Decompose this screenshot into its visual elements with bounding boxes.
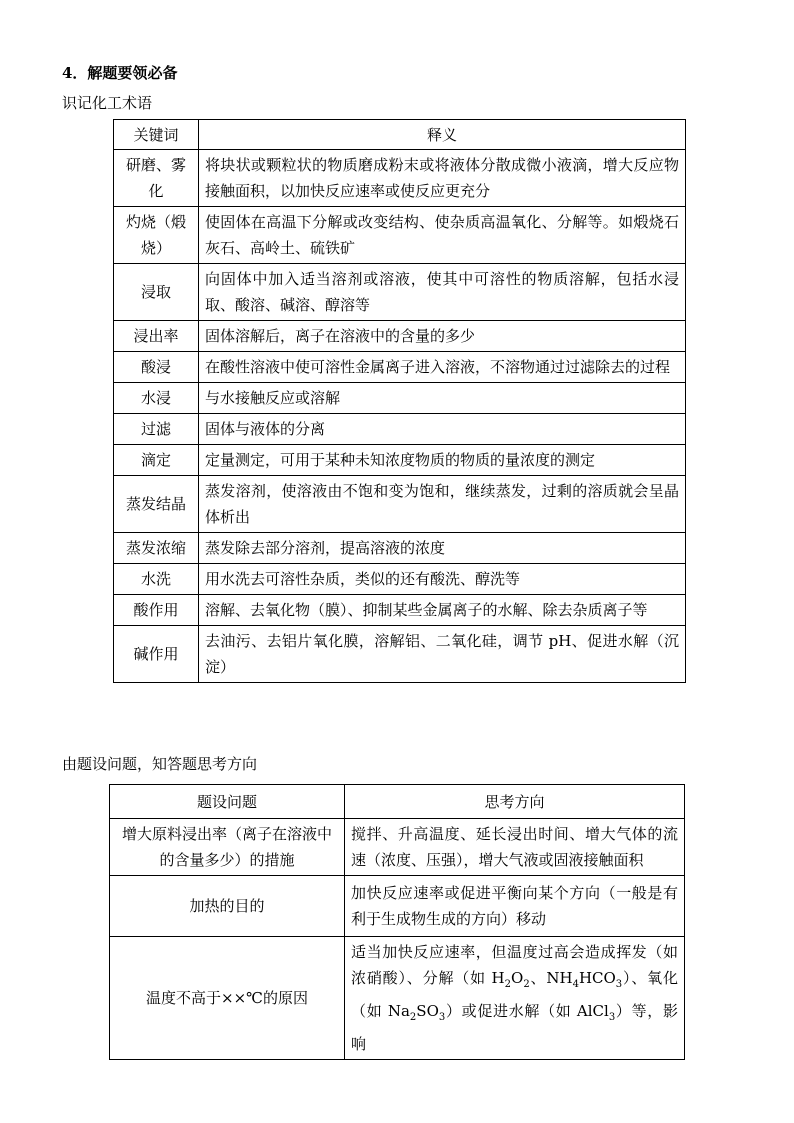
subscript: 3 bbox=[438, 1012, 446, 1023]
table-row bbox=[110, 937, 685, 1060]
answer-cell: 搅拌、升高温度、延长浸出时间、增大气体的流速（浓度、压强），增大气液或固液接触面积 bbox=[345, 819, 685, 876]
term-cell: 蒸发结晶 bbox=[114, 476, 199, 533]
answer-text: ）或促进水解（如 AlCl bbox=[445, 1002, 609, 1020]
subscript: 3 bbox=[608, 1012, 616, 1023]
definition-cell: 去油污、去铝片氧化膜，溶解铝、二氧化硅，调节 pH、促进水解（沉淀） bbox=[199, 626, 686, 683]
answer-text: 适当加快反应速率，但温度过高会造成挥发（如浓硝酸）、分解（如 H bbox=[351, 943, 678, 987]
definition-cell: 用水洗去可溶性杂质，类似的还有酸洗、醇洗等 bbox=[199, 564, 686, 595]
header-direction: 思考方向 bbox=[345, 785, 685, 819]
definition-cell: 将块状或颗粒状的物质磨成粉末或将液体分散成微小液滴，增大反应物接触面积，以加快反应速率或使反应更充分 bbox=[199, 150, 686, 207]
answer-text: O bbox=[511, 969, 524, 987]
term-text: 灼烧（煅烧） bbox=[125, 213, 186, 257]
table-row bbox=[114, 264, 686, 321]
term-cell: 蒸发浓缩 bbox=[114, 533, 199, 564]
term-cell: 水洗 bbox=[114, 564, 199, 595]
term-cell: 酸作用 bbox=[114, 595, 199, 626]
section2-title: 由题设问题，知答题思考方向 bbox=[62, 755, 258, 773]
definition-cell: 蒸发溶剂，使溶液由不饱和变为饱和，继续蒸发，过剩的溶质就会呈晶体析出 bbox=[199, 476, 686, 533]
question-cell: 加热的目的 bbox=[110, 876, 345, 937]
table-row bbox=[110, 819, 685, 876]
term-cell bbox=[114, 207, 199, 264]
table-row bbox=[114, 207, 686, 264]
term-cell: 水浸 bbox=[114, 383, 199, 414]
definition-cell: 固体与液体的分离 bbox=[199, 414, 686, 445]
definition-cell: 使固体在高温下分解或改变结构、使杂质高温氧化、分解等。如煅烧石灰石、高岭土、硫铁矿 bbox=[199, 207, 686, 264]
table-row bbox=[114, 595, 686, 626]
questions-table bbox=[109, 784, 685, 1060]
table-header-row bbox=[110, 785, 685, 819]
term-cell: 过滤 bbox=[114, 414, 199, 445]
answer-text: ）、氧化（如 Na bbox=[351, 969, 678, 1020]
answer-text: SO bbox=[416, 1002, 439, 1020]
definition-cell: 向固体中加入适当溶剂或溶液，使其中可溶性的物质溶解，包括水浸取、酸溶、碱溶、醇溶等 bbox=[199, 264, 686, 321]
header-definition: 释义 bbox=[199, 120, 686, 150]
definition-cell: 蒸发除去部分溶剂，提高溶液的浓度 bbox=[199, 533, 686, 564]
table-row bbox=[114, 533, 686, 564]
answer-text: HCO bbox=[578, 969, 616, 987]
definition-cell: 定量测定，可用于某种未知浓度物质的物质的量浓度的测定 bbox=[199, 445, 686, 476]
term-cell: 酸浸 bbox=[114, 352, 199, 383]
definition-cell: 溶解、去氧化物（膜）、抑制某些金属离子的水解、除去杂质离子等 bbox=[199, 595, 686, 626]
question-cell: 温度不高于××℃的原因 bbox=[110, 937, 345, 1060]
table-row bbox=[110, 876, 685, 937]
table-row bbox=[114, 321, 686, 352]
section1-title: 识记化工术语 bbox=[62, 94, 153, 112]
subscript: 3 bbox=[615, 979, 623, 990]
header-term: 关键词 bbox=[114, 120, 199, 150]
table-row bbox=[114, 476, 686, 533]
table-row bbox=[114, 564, 686, 595]
subscript: 2 bbox=[409, 1012, 417, 1023]
term-cell: 浸出率 bbox=[114, 321, 199, 352]
section-heading: 4．解题要领必备 bbox=[62, 64, 178, 82]
question-cell: 增大原料浸出率（离子在溶液中的含量多少）的措施 bbox=[110, 819, 345, 876]
subscript: 2 bbox=[504, 979, 511, 990]
answer-text: 、NH bbox=[529, 969, 573, 987]
subscript: 4 bbox=[572, 979, 579, 990]
answer-text: ）等，影响 bbox=[351, 1002, 678, 1053]
term-text: 研磨、雾化 bbox=[125, 156, 186, 200]
term-cell bbox=[114, 150, 199, 207]
table-row bbox=[114, 445, 686, 476]
header-question: 题设问题 bbox=[110, 785, 345, 819]
definition-cell: 固体溶解后，离子在溶液中的含量的多少 bbox=[199, 321, 686, 352]
term-cell: 浸取 bbox=[114, 264, 199, 321]
answer-cell: 加快反应速率或促进平衡向某个方向（一般是有利于生成物生成的方向）移动 bbox=[345, 876, 685, 937]
table-row bbox=[114, 626, 686, 683]
table-row bbox=[114, 383, 686, 414]
table-row bbox=[114, 352, 686, 383]
definition-cell: 在酸性溶液中使可溶性金属离子进入溶液，不溶物通过过滤除去的过程 bbox=[199, 352, 686, 383]
term-cell: 滴定 bbox=[114, 445, 199, 476]
definition-cell: 与水接触反应或溶解 bbox=[199, 383, 686, 414]
term-cell: 碱作用 bbox=[114, 626, 199, 683]
table-row bbox=[114, 414, 686, 445]
answer-cell bbox=[345, 937, 685, 1060]
table-header-row bbox=[114, 120, 686, 150]
subscript: 2 bbox=[523, 979, 530, 990]
table-row bbox=[114, 150, 686, 207]
terms-table bbox=[113, 119, 686, 683]
